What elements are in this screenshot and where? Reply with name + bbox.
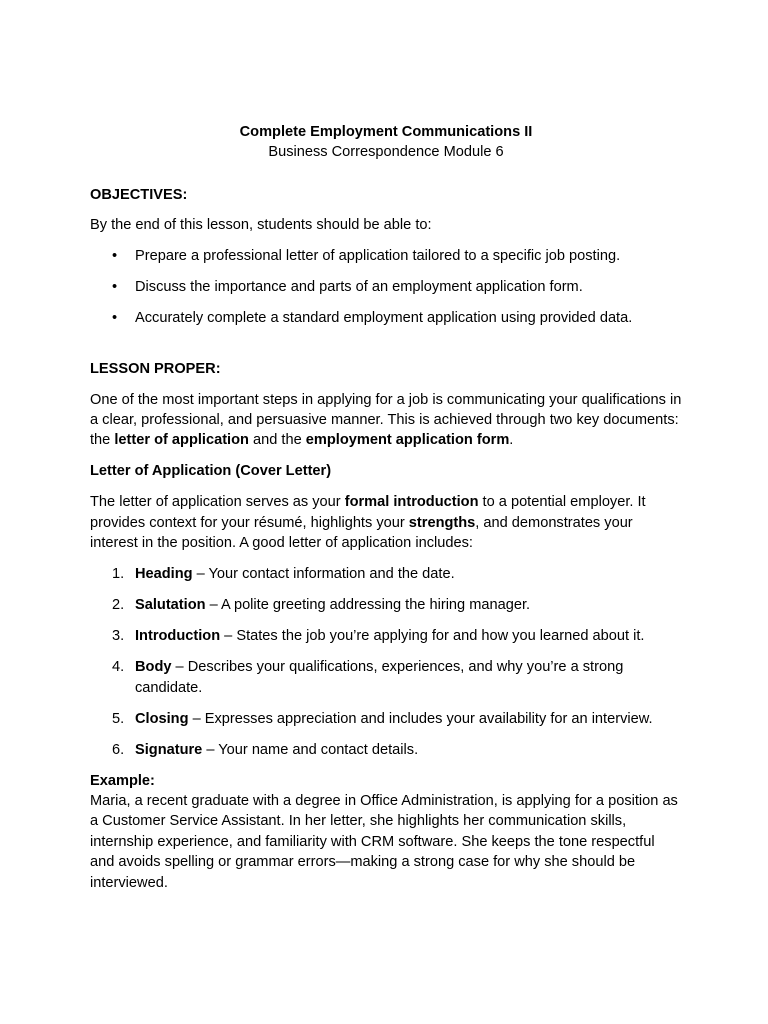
page-subtitle: Business Correspondence Module 6 xyxy=(268,144,504,161)
page-title: Complete Employment Communications II xyxy=(239,124,533,140)
part-term: Signature xyxy=(135,741,203,758)
list-item xyxy=(90,246,682,266)
part-term: Body xyxy=(135,659,172,676)
bullet-icon: • xyxy=(112,279,118,296)
letter-intro-text: The letter of application serves as your xyxy=(90,494,345,511)
letter-parts-list xyxy=(90,564,682,760)
part-description: – States the job you’re applying for and how you learned about it. xyxy=(220,628,645,645)
intro-bold-term: letter of application xyxy=(114,432,249,449)
part-description: – Describes your qualifications, experiences, and why you’re a strong candidate. xyxy=(135,659,624,696)
part-term: Salutation xyxy=(135,597,206,614)
lesson-intro-paragraph xyxy=(90,390,682,451)
letter-intro-paragraph xyxy=(90,492,682,553)
part-term: Introduction xyxy=(135,628,221,645)
list-item xyxy=(90,277,682,297)
intro-bold-term: employment application form xyxy=(305,432,510,449)
objectives-heading: OBJECTIVES: xyxy=(90,186,188,203)
list-number: 4. xyxy=(112,659,125,676)
list-number: 1. xyxy=(112,566,125,583)
list-number: 5. xyxy=(112,710,125,727)
lesson-heading: LESSON PROPER: xyxy=(90,361,221,378)
letter-intro-text: , and demonstrates your interest in the position. A good letter of application includes: xyxy=(90,514,633,552)
part-term: Heading xyxy=(135,566,193,583)
part-description: – Your contact information and the date. xyxy=(192,566,455,583)
intro-text: One of the most important steps in applying for a job is communicating your qualifications in a clear, professional, and persuasive manner. This is achieved through two key documents: the xyxy=(90,391,682,449)
title-block xyxy=(90,122,682,163)
objective-text: Discuss the importance and parts of an employment application form. xyxy=(135,279,583,296)
list-item xyxy=(90,595,682,615)
letter-intro-bold-term: formal introduction xyxy=(344,494,479,511)
bullet-icon: • xyxy=(112,248,118,265)
list-number: 6. xyxy=(112,741,125,758)
list-item xyxy=(90,564,682,584)
objectives-list xyxy=(90,246,682,328)
bullet-icon: • xyxy=(112,310,118,327)
example-paragraph: Maria, a recent graduate with a degree in Office Administration, is applying for a position as a Customer Service Assistant. In her letter, she highlights her communication skills, internship experience, and familiarity with CRM software. She keeps the tone respectful and avoids spelling or grammar errors—making a strong case for why she should be interviewed. xyxy=(90,793,678,891)
list-item xyxy=(90,740,682,760)
objective-text: Prepare a professional letter of application tailored to a specific job posting. xyxy=(135,248,621,265)
letter-intro-text: to a potential employer. It provides context for your résumé, highlights your xyxy=(90,494,646,531)
letter-heading: Letter of Application (Cover Letter) xyxy=(90,463,332,480)
letter-intro-bold-term: strengths xyxy=(408,514,476,531)
part-description: – A polite greeting addressing the hiring manager. xyxy=(205,597,531,614)
list-item xyxy=(90,657,682,698)
part-description: – Expresses appreciation and includes your availability for an interview. xyxy=(188,710,653,727)
list-number: 3. xyxy=(112,628,125,645)
document-page xyxy=(90,122,682,893)
objectives-intro: By the end of this lesson, students should be able to: xyxy=(90,217,432,234)
list-item xyxy=(90,308,682,328)
list-item xyxy=(90,626,682,646)
example-label: Example: xyxy=(90,772,155,789)
list-item xyxy=(90,709,682,729)
part-term: Closing xyxy=(135,710,189,727)
list-number: 2. xyxy=(112,597,125,614)
objective-text: Accurately complete a standard employment application using provided data. xyxy=(135,310,633,327)
part-description: – Your name and contact details. xyxy=(202,741,419,758)
intro-text: and the xyxy=(248,432,306,449)
section-spacer xyxy=(90,339,682,359)
intro-text: . xyxy=(509,432,514,449)
